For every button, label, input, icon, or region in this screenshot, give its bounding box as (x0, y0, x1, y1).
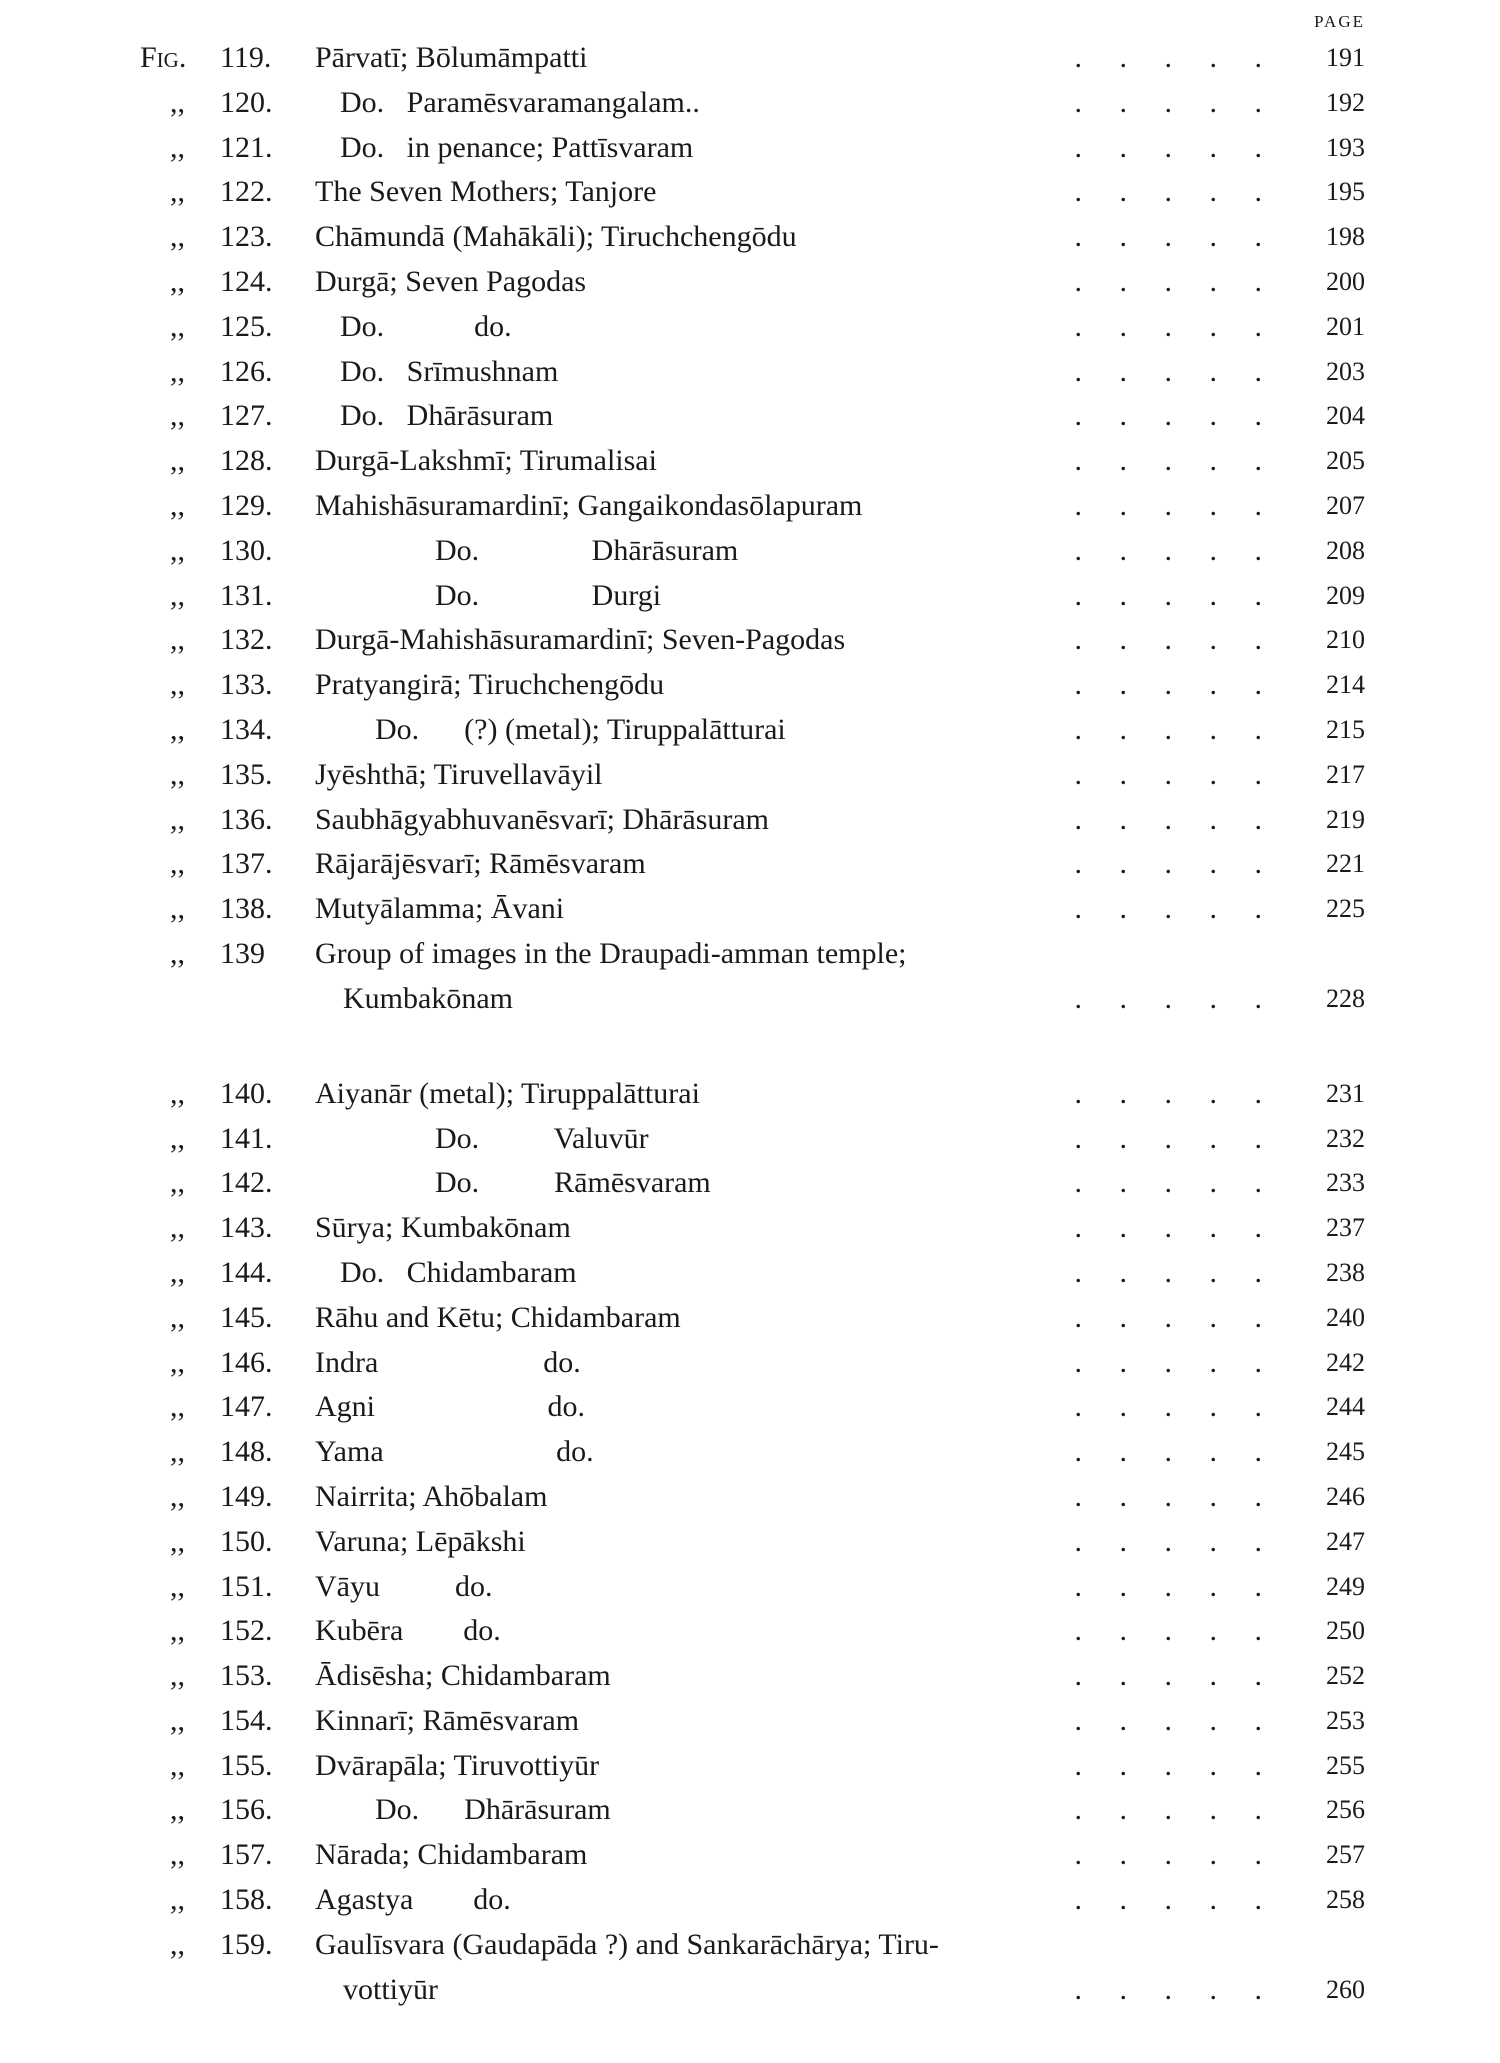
fig-title (315, 1654, 1270, 1699)
fig-prefix: ,, (170, 1211, 185, 1245)
figure-list (140, 36, 1365, 2063)
page-number: 205 (1326, 446, 1365, 476)
page-number: 233 (1326, 1168, 1365, 1198)
fig-number: 125. (220, 309, 273, 343)
fig-number: 148. (220, 1435, 273, 1469)
leader-dots: . . . . . (1074, 757, 1262, 791)
fig-title-text: Saubhāgyabhuvanēsvarī; Dhārāsuram (315, 802, 770, 836)
leader-dots: . . . . . (1074, 892, 1262, 926)
leader-dots: . . . . . (1074, 1614, 1262, 1648)
page-number: 200 (1326, 266, 1365, 296)
leader-dots: . . . . . (1074, 399, 1262, 433)
page-number: 198 (1326, 222, 1365, 252)
list-item (140, 260, 1365, 305)
fig-prefix: ,, (170, 802, 185, 836)
leader-dots: . . . . . (1074, 1121, 1262, 1155)
fig-number: 129. (220, 488, 273, 522)
leader-dots: . . . . . (1074, 623, 1262, 657)
fig-title-text: Pārvatī; Bōlumāmpatti (315, 41, 588, 74)
page-number: 209 (1326, 580, 1365, 610)
fig-title (315, 842, 1270, 887)
fig-number: 128. (220, 444, 273, 478)
page-number: 221 (1326, 849, 1365, 879)
fig-title (315, 1296, 1270, 1341)
fig-title-text: Nārada; Chidambaram (315, 1838, 588, 1872)
list-item (140, 932, 1365, 1072)
leader-dots: . . . . . (1074, 981, 1262, 1015)
page-number: 204 (1326, 401, 1365, 431)
fig-prefix: ,, (170, 1703, 185, 1737)
fig-title (315, 439, 1270, 484)
fig-number: 151. (220, 1569, 273, 1603)
page-number: 210 (1326, 625, 1365, 655)
list-item (140, 1923, 1365, 2063)
fig-title (315, 1475, 1270, 1520)
fig-title-text: Rājarājēsvarī; Rāmēsvaram (315, 847, 646, 881)
fig-number: 158. (220, 1883, 273, 1917)
fig-prefix: ,, (170, 1390, 185, 1424)
page-number: 252 (1326, 1661, 1365, 1691)
fig-prefix: ,, (170, 1435, 185, 1469)
leader-dots: . . . . . (1074, 1748, 1262, 1782)
fig-title-text: Agni do. (315, 1390, 585, 1424)
leader-dots: . . . . . (1074, 1972, 1262, 2006)
fig-title-text: Indra do. (315, 1345, 581, 1379)
fig-prefix: ,, (170, 533, 185, 567)
page-number: 237 (1326, 1213, 1365, 1243)
leader-dots: . . . . . (1074, 264, 1262, 298)
page-number: 244 (1326, 1392, 1365, 1422)
fig-prefix: ,, (170, 175, 185, 209)
fig-title-text: Durgā-Mahishāsuramardinī; Seven-Pagodas (315, 623, 846, 657)
fig-title (315, 215, 1270, 260)
fig-title (315, 1385, 1270, 1430)
fig-prefix: ,, (170, 1927, 185, 1961)
fig-title-text: Dvārapāla; Tiruvottiyūr (315, 1748, 600, 1782)
fig-title-text: Vāyu do. (315, 1569, 493, 1603)
list-item (140, 126, 1365, 171)
fig-prefix: ,, (170, 1524, 185, 1558)
fig-prefix: ,, (170, 892, 185, 926)
fig-number: 126. (220, 354, 273, 388)
fig-number: 142. (220, 1166, 273, 1200)
fig-title-continuation: vottiyūr (343, 1972, 438, 2006)
leader-dots: . . . . . (1074, 444, 1262, 478)
fig-prefix: ,, (170, 354, 185, 388)
fig-title (315, 1206, 1270, 1251)
fig-title (315, 663, 1270, 708)
list-item (140, 529, 1365, 574)
fig-number: 159. (220, 1927, 273, 1961)
fig-number: 147. (220, 1390, 273, 1424)
leader-dots: . . . . . (1074, 1479, 1262, 1513)
list-item (140, 1520, 1365, 1565)
page-number: 201 (1326, 311, 1365, 341)
fig-number: 137. (220, 847, 273, 881)
leader-dots: . . . . . (1074, 1838, 1262, 1872)
list-item (140, 1878, 1365, 1923)
fig-number: 120. (220, 85, 273, 119)
leader-dots: . . . . . (1074, 712, 1262, 746)
fig-title-text: Pratyangirā; Tiruchchengōdu (315, 668, 665, 702)
list-item (140, 1475, 1365, 1520)
fig-title-text: Kubēra do. (315, 1614, 501, 1648)
fig-title-text: Do. Valuvūr (435, 1121, 649, 1155)
fig-number: 143. (220, 1211, 273, 1245)
page-number: 228 (1326, 983, 1365, 1013)
page-number: 193 (1326, 132, 1365, 162)
list-item (140, 798, 1365, 843)
fig-title-text: Yama do. (315, 1435, 594, 1469)
fig-number: 122. (220, 175, 273, 209)
leader-dots: . . . . . (1074, 1703, 1262, 1737)
fig-title (315, 1923, 1270, 2013)
page-number: 258 (1326, 1885, 1365, 1915)
leader-dots: . . . . . (1074, 1300, 1262, 1334)
fig-title (315, 1251, 1270, 1296)
fig-title (315, 887, 1270, 932)
fig-title (315, 1609, 1270, 1654)
fig-title-text: Group of images in the Draupadi-amman temple; (315, 936, 907, 970)
fig-title (315, 305, 1270, 350)
leader-dots: . . . . . (1074, 41, 1262, 74)
fig-number: 133. (220, 668, 273, 702)
list-item (140, 618, 1365, 663)
page-number: 208 (1326, 535, 1365, 565)
fig-title (315, 618, 1270, 663)
fig-number: 141. (220, 1121, 273, 1155)
fig-title (315, 1072, 1270, 1117)
list-item (140, 1251, 1365, 1296)
fig-number: 144. (220, 1255, 273, 1289)
fig-title (315, 529, 1270, 574)
fig-title (315, 1430, 1270, 1475)
fig-title (315, 1878, 1270, 1923)
fig-number: 154. (220, 1703, 273, 1737)
fig-title (315, 1161, 1270, 1206)
fig-prefix: ,, (170, 668, 185, 702)
fig-prefix: ,, (170, 220, 185, 254)
fig-title (315, 1833, 1270, 1878)
list-item (140, 1072, 1365, 1117)
fig-title (315, 1788, 1270, 1833)
fig-number: 123. (220, 220, 273, 254)
fig-number: 157. (220, 1838, 273, 1872)
fig-number: 136. (220, 802, 273, 836)
fig-title-text: Mutyālamma; Āvani (315, 892, 565, 926)
fig-prefix: ,, (170, 1255, 185, 1289)
leader-dots: . . . . . (1074, 85, 1262, 119)
fig-title-text: Varuna; Lēpākshi (315, 1524, 526, 1558)
leader-dots: . . . . . (1074, 1345, 1262, 1379)
list-item (140, 170, 1365, 215)
leader-dots: . . . . . (1074, 1435, 1262, 1469)
fig-title-text: Mahishāsuramardinī; Gangaikondasōlapuram (315, 488, 863, 522)
fig-number: 135. (220, 757, 273, 791)
leader-dots: . . . . . (1074, 130, 1262, 164)
fig-title-text: Aiyanār (metal); Tiruppalātturai (315, 1076, 700, 1110)
fig-number: 121. (220, 130, 273, 164)
page-number: 215 (1326, 714, 1365, 744)
fig-number: 153. (220, 1659, 273, 1693)
list-item (140, 1117, 1365, 1162)
page-number: 253 (1326, 1705, 1365, 1735)
list-item (140, 215, 1365, 260)
fig-number: 139 (220, 936, 265, 970)
leader-dots: . . . . . (1074, 802, 1262, 836)
leader-dots: . . . . . (1074, 1569, 1262, 1603)
fig-title-text: Do. in penance; Pattīsvaram (340, 130, 694, 164)
fig-title (315, 574, 1270, 619)
fig-number: 150. (220, 1524, 273, 1558)
fig-title (315, 36, 1270, 81)
fig-title (315, 708, 1270, 753)
fig-number: 149. (220, 1479, 273, 1513)
fig-number: 131. (220, 578, 273, 612)
leader-dots: . . . . . (1074, 1211, 1262, 1245)
page-number: 192 (1326, 87, 1365, 117)
fig-title (315, 81, 1270, 126)
list-item (140, 1744, 1365, 1789)
list-item (140, 439, 1365, 484)
fig-title (315, 1341, 1270, 1386)
page-number: 242 (1326, 1347, 1365, 1377)
list-item (140, 887, 1365, 932)
fig-number: 145. (220, 1300, 273, 1334)
fig-number: 146. (220, 1345, 273, 1379)
page-number: 231 (1326, 1078, 1365, 1108)
fig-title-text: Nairrita; Ahōbalam (315, 1479, 548, 1513)
fig-number: 119. (220, 41, 272, 74)
leader-dots: . . . . . (1074, 488, 1262, 522)
fig-prefix: ,, (170, 1121, 185, 1155)
fig-title (315, 1565, 1270, 1610)
list-item (140, 350, 1365, 395)
page-number: 225 (1326, 894, 1365, 924)
fig-prefix: ,, (170, 1883, 185, 1917)
fig-prefix: ,, (170, 1300, 185, 1334)
fig-title (315, 350, 1270, 395)
fig-number: 140. (220, 1076, 273, 1110)
fig-title-text: Do. Srīmushnam (340, 354, 559, 388)
fig-title (315, 798, 1270, 843)
list-item (140, 708, 1365, 753)
fig-title (315, 1744, 1270, 1789)
fig-number: 130. (220, 533, 273, 567)
fig-title-text: Do. Durgi (435, 578, 662, 612)
list-item (140, 574, 1365, 619)
fig-prefix: ,, (170, 1076, 185, 1110)
page-number: 247 (1326, 1526, 1365, 1556)
leader-dots: . . . . . (1074, 578, 1262, 612)
fig-title-text: Do. Dhārāsuram (435, 533, 739, 567)
list-item (140, 1161, 1365, 1206)
fig-prefix: ,, (170, 936, 185, 970)
fig-title-text: The Seven Mothers; Tanjore (315, 175, 657, 209)
leader-dots: . . . . . (1074, 1883, 1262, 1917)
fig-number: 155. (220, 1748, 273, 1782)
list-item (140, 1609, 1365, 1654)
list-item (140, 1654, 1365, 1699)
list-item (140, 1565, 1365, 1610)
fig-title-continuation: Kumbakōnam (343, 981, 513, 1015)
leader-dots: . . . . . (1074, 847, 1262, 881)
fig-title (315, 260, 1270, 305)
fig-title-text: Do. Rāmēsvaram (435, 1166, 711, 1200)
leader-dots: . . . . . (1074, 1255, 1262, 1289)
list-item (140, 394, 1365, 439)
page-number: 246 (1326, 1481, 1365, 1511)
list-item (140, 1341, 1365, 1386)
leader-dots: . . . . . (1074, 1793, 1262, 1827)
leader-dots: . . . . . (1074, 354, 1262, 388)
fig-title (315, 1699, 1270, 1744)
list-item (140, 484, 1365, 529)
fig-title-text: Ādisēsha; Chidambaram (315, 1659, 611, 1693)
list-item (140, 1833, 1365, 1878)
fig-title-text: Kinnarī; Rāmēsvaram (315, 1703, 580, 1737)
fig-title-text: Do. Chidambaram (340, 1255, 577, 1289)
fig-title-text: Do. Paramēsvaramangalam.. (340, 85, 700, 119)
list-item (140, 1385, 1365, 1430)
fig-number: 138. (220, 892, 273, 926)
fig-title-text: Jyēshthā; Tiruvellavāyil (315, 757, 603, 791)
list-item (140, 842, 1365, 887)
page-number: 260 (1326, 1974, 1365, 2004)
fig-prefix: ,, (170, 130, 185, 164)
fig-number: 134. (220, 712, 273, 746)
page-number: 219 (1326, 804, 1365, 834)
page-number: 257 (1326, 1840, 1365, 1870)
fig-number: 152. (220, 1614, 273, 1648)
fig-prefix: ,, (170, 847, 185, 881)
fig-prefix: ,, (170, 1345, 185, 1379)
fig-prefix: ,, (170, 1569, 185, 1603)
fig-title (315, 932, 1270, 1022)
fig-title-text: Agastya do. (315, 1883, 511, 1917)
fig-title (315, 1117, 1270, 1162)
leader-dots: . . . . . (1074, 668, 1262, 702)
leader-dots: . . . . . (1074, 1659, 1262, 1693)
list-item (140, 36, 1365, 81)
fig-number: 132. (220, 623, 273, 657)
list-item (140, 1296, 1365, 1341)
page-column-header: PAGE (1314, 12, 1365, 31)
fig-title-text: Durgā-Lakshmī; Tirumalisai (315, 444, 657, 478)
fig-prefix: ,, (170, 488, 185, 522)
fig-title-text: Do. Dhārāsuram (340, 399, 554, 433)
page-number: 238 (1326, 1257, 1365, 1287)
page-number: 207 (1326, 490, 1365, 520)
list-item (140, 305, 1365, 350)
fig-prefix: ,, (170, 1748, 185, 1782)
fig-prefix: ,, (170, 309, 185, 343)
fig-prefix: ,, (170, 712, 185, 746)
fig-prefix: ,, (170, 85, 185, 119)
leader-dots: . . . . . (1074, 309, 1262, 343)
fig-prefix: ,, (170, 444, 185, 478)
fig-title (315, 170, 1270, 215)
list-item (140, 1206, 1365, 1251)
page-number: 256 (1326, 1795, 1365, 1825)
page-number: 245 (1326, 1437, 1365, 1467)
fig-title (315, 753, 1270, 798)
leader-dots: . . . . . (1074, 175, 1262, 209)
fig-number: 127. (220, 399, 273, 433)
leader-dots: . . . . . (1074, 533, 1262, 567)
page-number: 232 (1326, 1123, 1365, 1153)
list-item (140, 1788, 1365, 1833)
page-number: 191 (1326, 43, 1365, 72)
fig-prefix: ,, (170, 399, 185, 433)
page-number: 214 (1326, 670, 1365, 700)
fig-prefix: ,, (170, 578, 185, 612)
fig-prefix: ,, (170, 1479, 185, 1513)
fig-title-text: Chāmundā (Mahākāli); Tiruchchengōdu (315, 220, 797, 254)
list-item (140, 81, 1365, 126)
leader-dots: . . . . . (1074, 220, 1262, 254)
fig-title (315, 484, 1270, 529)
fig-title-text: Sūrya; Kumbakōnam (315, 1211, 571, 1245)
fig-prefix: ,, (170, 757, 185, 791)
fig-title (315, 126, 1270, 171)
fig-title-text: Gaulīsvara (Gaudapāda ?) and Sankarāchārya; Tiru- (315, 1927, 939, 1961)
page-number: 195 (1326, 177, 1365, 207)
page-number: 203 (1326, 356, 1365, 386)
fig-title (315, 394, 1270, 439)
fig-prefix: ,, (170, 264, 185, 298)
fig-number: 156. (220, 1793, 273, 1827)
leader-dots: . . . . . (1074, 1524, 1262, 1558)
page-number: 255 (1326, 1750, 1365, 1780)
fig-title-text: Rāhu and Kētu; Chidambaram (315, 1300, 681, 1334)
fig-number: 124. (220, 264, 273, 298)
list-item (140, 1430, 1365, 1475)
list-item (140, 663, 1365, 708)
leader-dots: . . . . . (1074, 1166, 1262, 1200)
fig-prefix: ,, (170, 1166, 185, 1200)
fig-prefix: ,, (170, 1793, 185, 1827)
fig-title-text: Do. (?) (metal); Tiruppalātturai (375, 712, 786, 746)
page-number: 250 (1326, 1616, 1365, 1646)
fig-prefix: ,, (170, 1838, 185, 1872)
page-number: 249 (1326, 1571, 1365, 1601)
leader-dots: . . . . . (1074, 1076, 1262, 1110)
fig-prefix: ,, (170, 1659, 185, 1693)
fig-title-text: Durgā; Seven Pagodas (315, 264, 587, 298)
fig-title-text: Do. Dhārāsuram (375, 1793, 611, 1827)
page-number: 217 (1326, 759, 1365, 789)
fig-prefix: ,, (170, 1614, 185, 1648)
fig-prefix: Fig. (140, 41, 187, 74)
fig-title (315, 1520, 1270, 1565)
list-item (140, 1699, 1365, 1744)
fig-prefix: ,, (170, 623, 185, 657)
page-number: 240 (1326, 1302, 1365, 1332)
list-item (140, 753, 1365, 798)
leader-dots: . . . . . (1074, 1390, 1262, 1424)
fig-title-text: Do. do. (340, 309, 512, 343)
